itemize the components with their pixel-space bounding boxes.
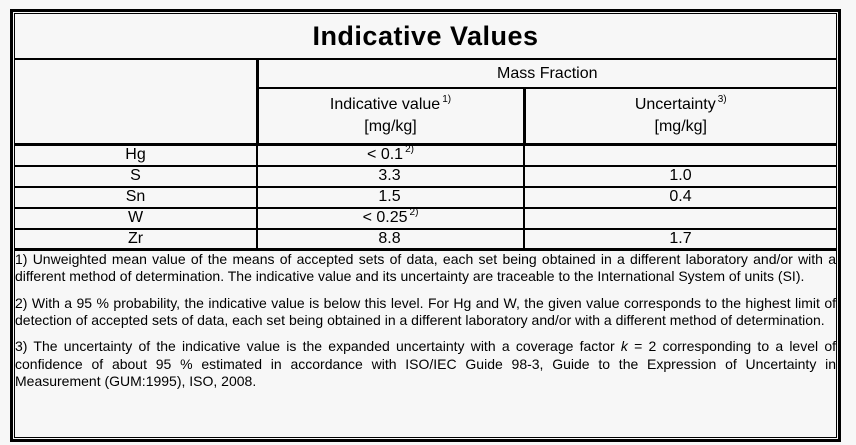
footnotes-row — [15, 250, 836, 438]
footnote-marker-1: 1) — [442, 94, 452, 106]
table-row-sn — [15, 187, 836, 208]
element-cell: Hg — [15, 145, 257, 166]
group-header-mass-fraction: Mass Fraction — [257, 59, 836, 88]
column-header-indicative-value-unit: [mg/kg] — [364, 118, 417, 135]
footnote-2: 2) With a 95 % probability, the indicative value is below this level. For Hg and W, the given value corresponds to the highest limit of detection of accepted sets of data, each set being obtained in a different laboratory and/or with a different method of determination. — [15, 294, 836, 329]
footnote-3: 3) The uncertainty of the indicative value is the expanded uncertainty with a coverage factor k = 2 corresponding to a level of confidence of about 95 % estimated in accordance with ISO/IEC Guide 98-3, Guide to the Expression of Uncertainty in Measurement (GUM:1995), ISO, 2008. — [15, 338, 837, 390]
indicative-values-table — [15, 14, 836, 437]
indicative-value-cell: 3.3 — [257, 166, 524, 187]
table-row-w — [15, 208, 836, 229]
column-header-uncertainty-label: Uncertainty $^{3)}$ — [634, 94, 727, 114]
column-header-uncertainty — [524, 88, 836, 145]
title-row — [15, 14, 836, 59]
corner-cell — [15, 59, 257, 145]
table-row-hg — [15, 145, 836, 166]
indicative-value-cell: < 0.25 $^{2)}$ — [257, 208, 524, 229]
uncertainty-cell — [524, 145, 836, 166]
group-header-row — [15, 59, 836, 88]
table-frame-inner — [14, 13, 837, 438]
column-header-uncertainty-unit: [mg/kg] — [654, 118, 707, 135]
column-header-indicative-value-label: Indicative value $^{1)}$ — [329, 94, 452, 114]
indicative-value-cell: < 0.1 $^{2)}$ — [257, 145, 524, 166]
footnotes-section — [15, 250, 836, 438]
uncertainty-cell: 0.4 — [524, 187, 836, 208]
table-frame — [10, 9, 841, 442]
indicative-value-cell: 8.8 — [257, 229, 524, 250]
table-row-s — [15, 166, 836, 187]
element-cell: Zr — [15, 229, 257, 250]
indicative-value-cell: 1.5 — [257, 187, 524, 208]
page-title: Indicative Values — [15, 14, 836, 59]
element-cell: W — [15, 208, 257, 229]
column-header-indicative-value — [257, 88, 524, 145]
uncertainty-cell: 1.7 — [524, 229, 836, 250]
element-cell: Sn — [15, 187, 257, 208]
footnote-marker-2: 2) — [409, 206, 419, 218]
table-row-zr — [15, 229, 836, 250]
element-cell: S — [15, 166, 257, 187]
footnote-1: 1) Unweighted mean value of the means of accepted sets of data, each set being obtained in a different laboratory and/or with a different method of determination. The indicative value and its uncertainty are traceable to the International System of units (SI). — [15, 251, 836, 285]
footnote-marker-3: 3) — [717, 94, 727, 106]
uncertainty-cell: 1.0 — [524, 166, 836, 187]
coverage-factor-k: k — [620, 338, 628, 355]
footnote-marker-2: 2) — [405, 143, 414, 155]
uncertainty-cell — [524, 208, 836, 229]
